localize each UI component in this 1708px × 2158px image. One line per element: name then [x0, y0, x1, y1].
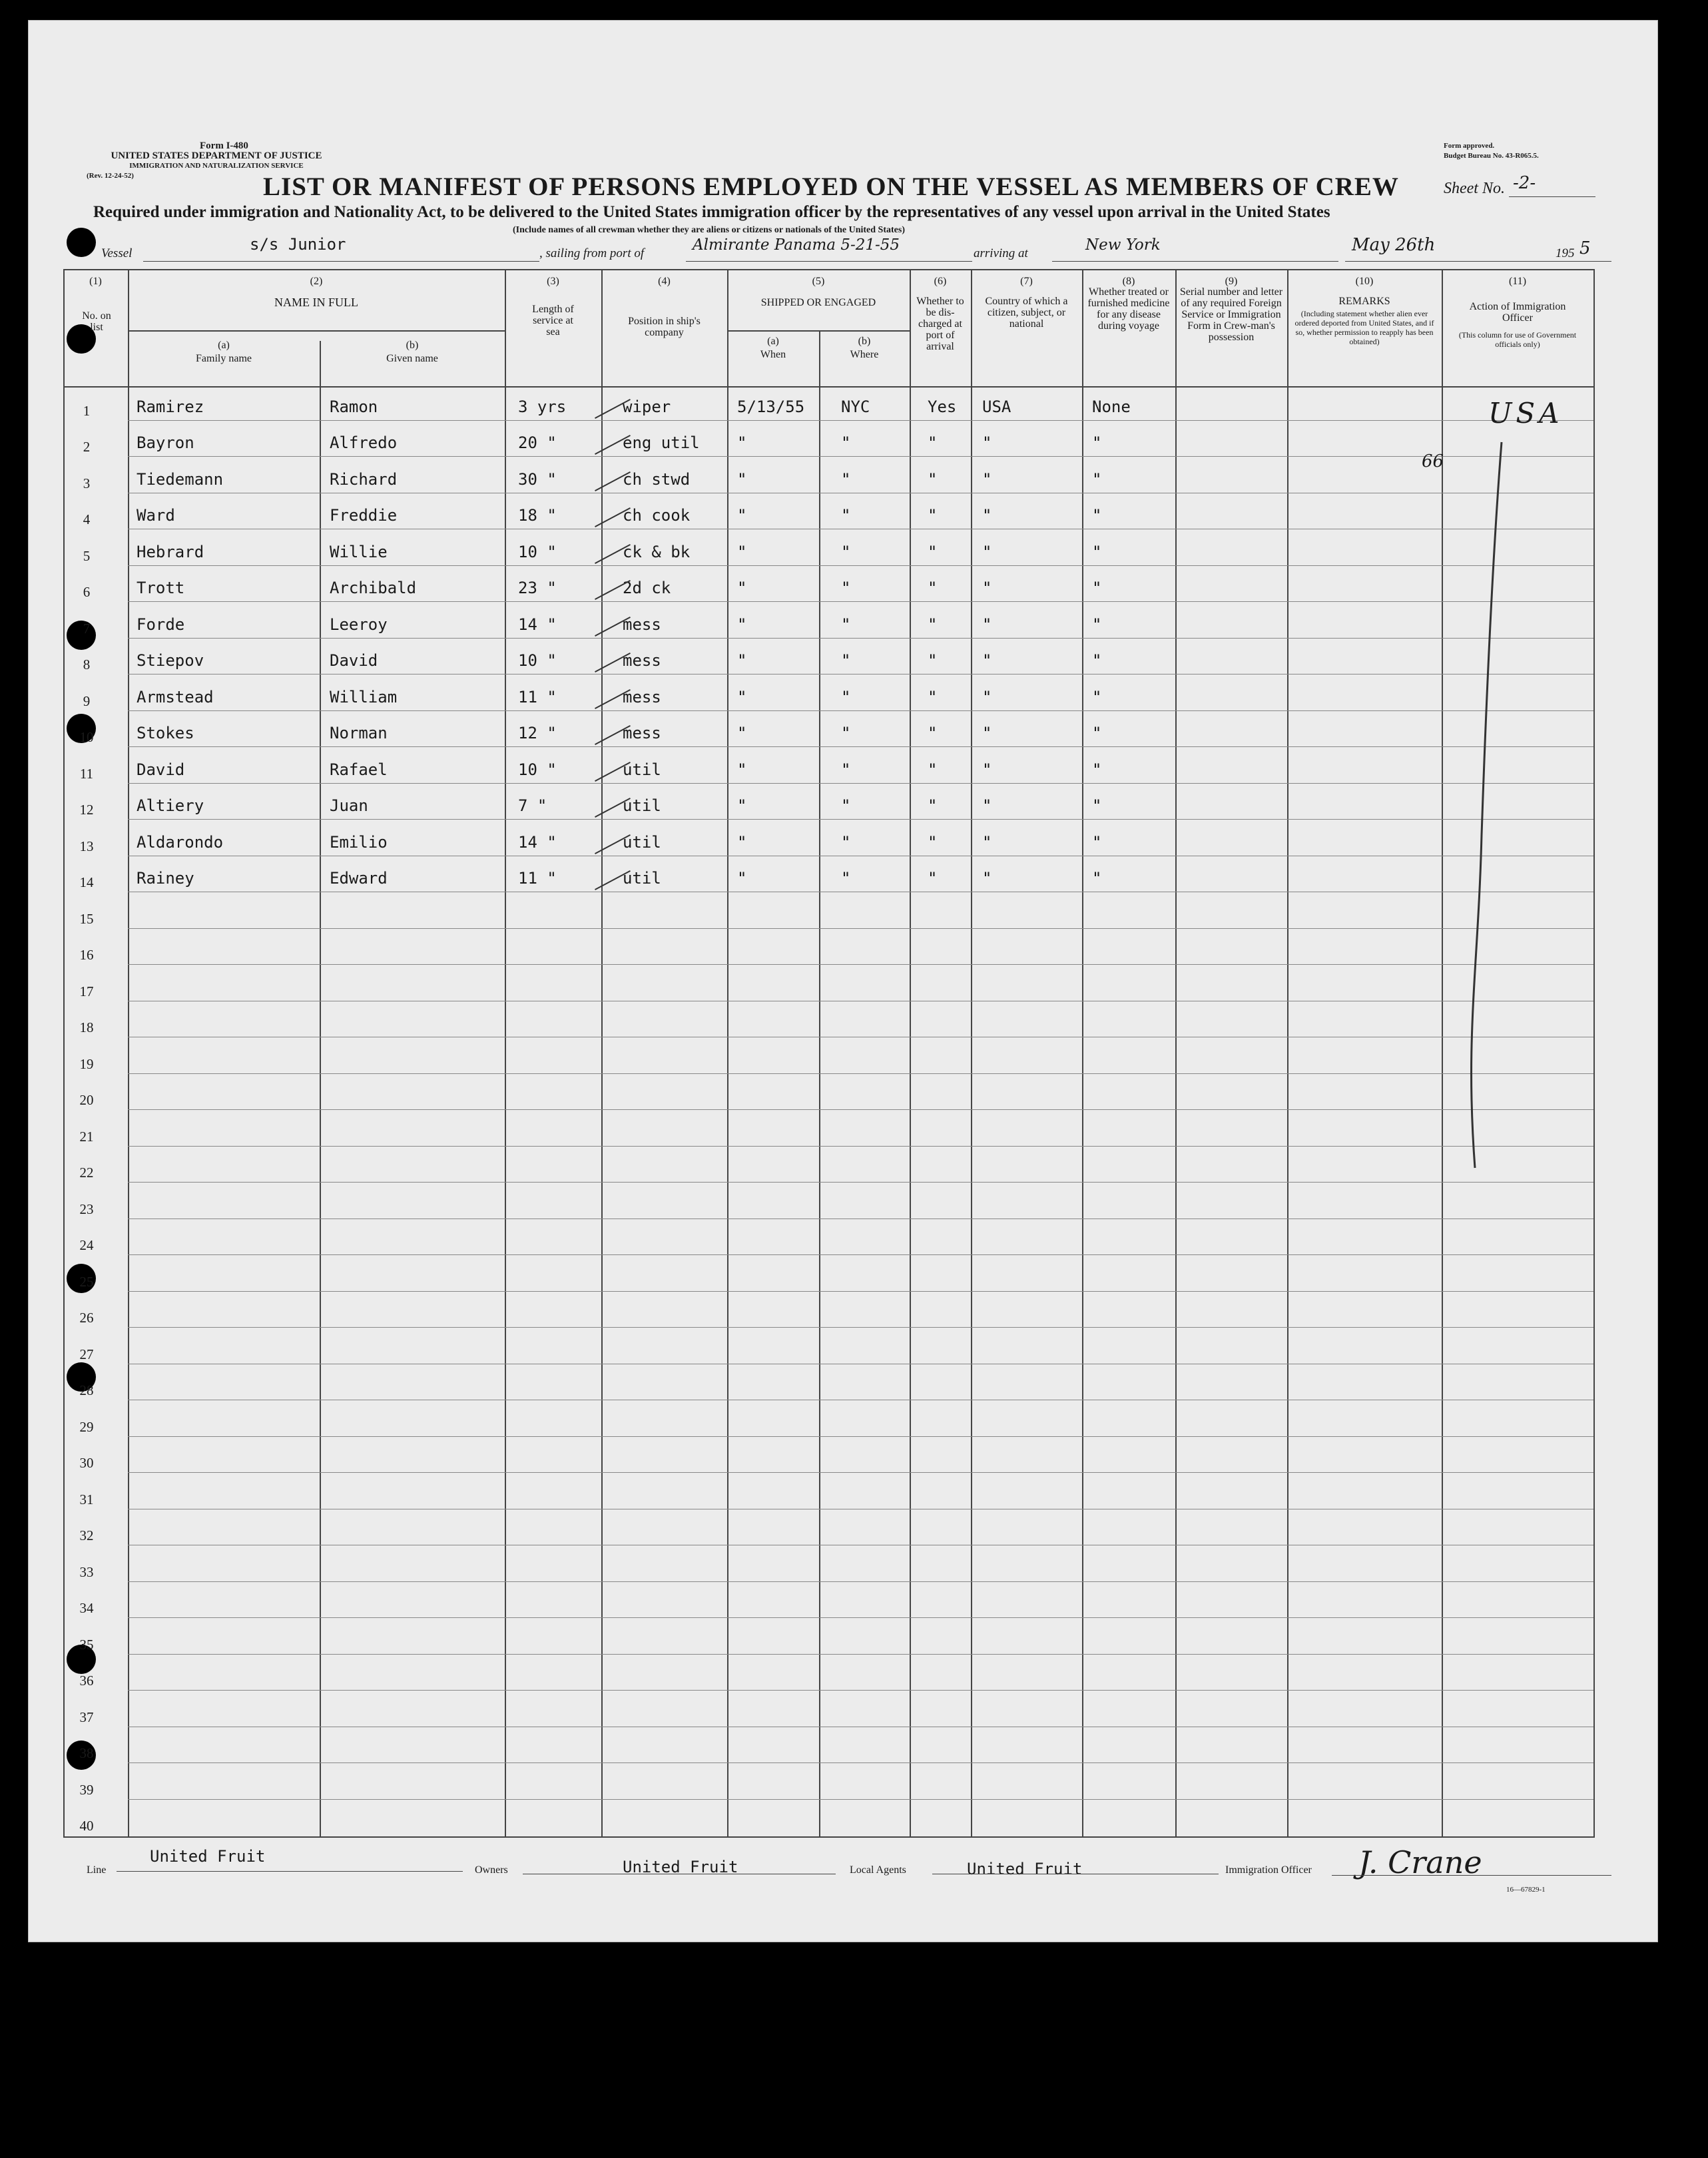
cell-given: Rafael	[330, 760, 388, 779]
cell-country: "	[982, 869, 992, 888]
cell-family: Aldarondo	[137, 832, 224, 852]
col5a-heading: When	[760, 349, 786, 360]
row-number: 31	[79, 1491, 94, 1507]
row-number: 17	[79, 983, 94, 999]
cell-medicine: "	[1092, 651, 1102, 670]
row-number: 22	[79, 1165, 94, 1181]
cell-given: Edward	[330, 869, 388, 888]
cell-service: 14 "	[518, 832, 557, 852]
col7-number: (7)	[1020, 276, 1033, 287]
row-number: 3	[83, 475, 91, 491]
cell-medicine: "	[1092, 433, 1102, 452]
cell-service: 12 "	[518, 724, 557, 742]
row-number: 4	[83, 511, 91, 527]
officer-bracket-stroke	[1462, 435, 1522, 1175]
cell-medicine: "	[1092, 687, 1102, 706]
revision: (Rev. 12-24-52)	[87, 172, 134, 180]
header-subline	[727, 330, 910, 332]
col5b-number: (b)	[858, 336, 871, 347]
row-number: 7	[83, 620, 91, 637]
cell-family: Armstead	[137, 687, 214, 706]
cell-where: NYC	[841, 397, 870, 416]
cell-country: "	[982, 724, 992, 742]
col6-heading: Whether to be dis-charged at port of arrival	[916, 296, 964, 352]
cell-country: "	[982, 687, 992, 706]
arriving-line	[1052, 261, 1338, 262]
row-rule	[128, 1436, 1593, 1437]
col2b-number: (b)	[406, 340, 419, 351]
cell-when: "	[737, 796, 747, 815]
row-number: 35	[79, 1636, 94, 1653]
arriving-label: arriving at	[974, 246, 1028, 260]
cell-discharged: "	[928, 651, 938, 670]
cell-given: Leeroy	[330, 615, 388, 634]
cell-country: "	[982, 433, 992, 452]
cell-family: Ward	[137, 506, 175, 525]
approval-block	[1444, 141, 1539, 161]
col7-heading: Country of which a citizen, subject, or national	[985, 296, 1068, 330]
table-row	[63, 786, 1593, 822]
table-row	[63, 822, 1593, 858]
cell-family: Stiepov	[137, 651, 204, 670]
col10-note: (Including statement whether alien ever ordered deported from United States, and if so, whether permission to reapply has been obtained)	[1294, 309, 1434, 346]
col11-heading: Action of Immigration Officer	[1469, 301, 1566, 324]
cell-given: Archibald	[330, 579, 417, 597]
col4-heading: Position in ship's company	[628, 316, 701, 338]
row-number: 36	[79, 1673, 94, 1689]
table-top-border	[63, 269, 1593, 270]
officer-signature: J. Crane	[1358, 1844, 1482, 1880]
cell-when: "	[737, 760, 747, 779]
col1-number: (1)	[89, 276, 102, 287]
row-number: 33	[79, 1563, 94, 1580]
row-rule	[128, 1654, 1593, 1655]
cell-given: David	[330, 651, 378, 670]
row-number: 39	[79, 1781, 94, 1798]
officer-mark: USA	[1488, 397, 1564, 429]
vessel-label: Vessel	[101, 246, 133, 260]
cell-service: 10 "	[518, 542, 557, 561]
cell-medicine: "	[1092, 579, 1102, 597]
table-row	[63, 749, 1593, 786]
cell-service: 14 "	[518, 615, 557, 634]
row-number: 8	[83, 657, 91, 673]
cell-country: "	[982, 579, 992, 597]
cell-country: "	[982, 832, 992, 852]
row-number: 29	[79, 1418, 94, 1435]
cell-service: 11 "	[518, 687, 557, 706]
row-number: 26	[79, 1310, 94, 1326]
row-rule	[128, 1182, 1593, 1183]
cell-discharged: "	[928, 796, 938, 815]
cell-medicine: "	[1092, 760, 1102, 779]
sheet-number: -2-	[1513, 173, 1536, 193]
row-number: 1	[83, 402, 91, 419]
row-rule	[128, 1218, 1593, 1219]
cell-medicine: "	[1092, 615, 1102, 634]
cell-discharged: "	[928, 832, 938, 852]
sailing-line	[686, 261, 972, 262]
row-rule	[128, 783, 1593, 784]
cell-when: "	[737, 687, 747, 706]
crew-rows	[63, 386, 1593, 1838]
cell-family: Hebrard	[137, 542, 204, 561]
cell-given: William	[330, 687, 398, 706]
cell-where: "	[841, 433, 851, 452]
cell-family: Ramirez	[137, 397, 204, 416]
row-rule	[128, 964, 1593, 965]
cell-service: 11 "	[518, 869, 557, 888]
row-number: 24	[79, 1237, 94, 1253]
cell-position: mess	[623, 615, 661, 634]
cell-when: "	[737, 869, 747, 888]
cell-medicine: "	[1092, 506, 1102, 525]
line-rule	[117, 1871, 463, 1872]
line-label: Line	[87, 1864, 107, 1876]
cell-position: util	[623, 869, 661, 888]
cell-position: ch cook	[623, 506, 691, 525]
row-number: 27	[79, 1346, 94, 1362]
date-line	[1345, 261, 1611, 262]
remark-number: 66	[1422, 451, 1444, 471]
arrival-date: May 26th	[1352, 235, 1436, 255]
col10-number: (10)	[1355, 276, 1374, 287]
cell-when: "	[737, 433, 747, 452]
row-rule	[128, 565, 1593, 566]
cell-family: David	[137, 760, 185, 779]
cell-given: Juan	[330, 796, 368, 815]
officer-rule	[1332, 1875, 1611, 1876]
col2b-heading: Given name	[386, 353, 438, 364]
cell-given: Freddie	[330, 506, 398, 525]
cell-given: Emilio	[330, 832, 388, 852]
cell-where: "	[841, 469, 851, 489]
cell-service: 18 "	[518, 506, 557, 525]
vessel-line	[143, 261, 539, 262]
table-row	[63, 713, 1593, 750]
row-number: 21	[79, 1128, 94, 1145]
cell-where: "	[841, 579, 851, 597]
cell-position: mess	[623, 687, 661, 706]
col8-number: (8)	[1122, 276, 1135, 287]
cell-medicine: "	[1092, 869, 1102, 888]
col5a-number: (a)	[767, 336, 779, 347]
year-suffix: 5	[1579, 238, 1591, 258]
cell-medicine: "	[1092, 796, 1102, 815]
cell-service: 30 "	[518, 469, 557, 489]
line-value: United Fruit	[150, 1847, 266, 1866]
row-rule	[128, 1617, 1593, 1618]
cell-where: "	[841, 869, 851, 888]
owners-value: United Fruit	[623, 1858, 738, 1876]
row-number: 15	[79, 910, 94, 927]
row-number: 5	[83, 547, 91, 564]
row-rule	[128, 420, 1593, 421]
cell-family: Rainey	[137, 869, 194, 888]
cell-when: "	[737, 579, 747, 597]
cell-position: ch stwd	[623, 469, 691, 489]
cell-position: wiper	[623, 397, 671, 416]
cell-when: 5/13/55	[737, 397, 805, 416]
col2a-number: (a)	[218, 340, 230, 351]
row-number: 13	[79, 838, 94, 854]
row-rule	[128, 928, 1593, 929]
row-number: 14	[79, 874, 94, 890]
sheet-label: Sheet No.	[1444, 180, 1505, 197]
row-rule	[128, 638, 1593, 639]
cell-medicine: "	[1092, 542, 1102, 561]
cell-position: util	[623, 760, 661, 779]
header-subline	[128, 330, 505, 332]
row-rule	[128, 1146, 1593, 1147]
row-number: 23	[79, 1201, 94, 1217]
row-number: 20	[79, 1092, 94, 1108]
row-number: 30	[79, 1455, 94, 1471]
col5b-heading: Where	[850, 349, 879, 360]
col9-number: (9)	[1225, 276, 1238, 287]
budget-bureau: Budget Bureau No. 43-R065.5.	[1444, 152, 1539, 160]
col6-number: (6)	[934, 276, 947, 287]
cell-discharged: "	[928, 615, 938, 634]
cell-medicine: "	[1092, 724, 1102, 742]
row-rule	[128, 456, 1593, 457]
cell-country: "	[982, 796, 992, 815]
cell-position: ck & bk	[623, 542, 691, 561]
col-divider	[1593, 269, 1595, 1838]
row-rule	[128, 1291, 1593, 1292]
col2-number: (2)	[310, 276, 323, 287]
form-number: Form I-480	[200, 140, 248, 151]
table-row	[63, 858, 1593, 895]
cell-discharged: "	[928, 869, 938, 888]
col8-heading: Whether treated or furnished medicine for any disease during voyage	[1087, 286, 1170, 332]
col5-number: (5)	[812, 276, 825, 287]
cell-service: 3 yrs	[518, 397, 567, 416]
cell-country: "	[982, 651, 992, 670]
row-number: 18	[79, 1019, 94, 1035]
officer-label: Immigration Officer	[1225, 1864, 1312, 1876]
cell-when: "	[737, 832, 747, 852]
footer-code: 16—67829-1	[1506, 1886, 1546, 1894]
cell-when: "	[737, 651, 747, 670]
col11-number: (11)	[1508, 276, 1527, 287]
cell-where: "	[841, 542, 851, 561]
binder-hole	[67, 228, 96, 257]
cell-when: "	[737, 542, 747, 561]
cell-when: "	[737, 469, 747, 489]
cell-when: "	[737, 615, 747, 634]
row-number: 9	[83, 692, 91, 709]
cell-discharged: Yes	[928, 397, 957, 416]
page-title: LIST OR MANIFEST OF PERSONS EMPLOYED ON THE VESSEL AS MEMBERS OF CREW	[263, 172, 1399, 201]
sheet-number-line	[1509, 196, 1595, 197]
row-rule	[128, 1762, 1593, 1763]
cell-discharged: "	[928, 687, 938, 706]
agents-value: United Fruit	[967, 1860, 1083, 1878]
cell-service: 10 "	[518, 651, 557, 670]
cell-country: "	[982, 542, 992, 561]
cell-given: Willie	[330, 542, 388, 561]
cell-when: "	[737, 506, 747, 525]
table-row	[63, 459, 1593, 495]
cell-position: eng util	[623, 433, 700, 452]
col3-number: (3)	[547, 276, 559, 287]
col5-heading: SHIPPED OR ENGAGED	[760, 297, 876, 308]
year-prefix: 195	[1556, 246, 1575, 260]
form-approved: Form approved.	[1444, 142, 1495, 150]
col9-heading: Serial number and letter of any required Foreign Service or Immigration Form in Crew-man's possession	[1179, 286, 1283, 343]
cell-family: Tiedemann	[137, 469, 224, 489]
cell-position: 2d ck	[623, 579, 671, 597]
cell-service: 20 "	[518, 433, 557, 452]
sailing-label: , sailing from port of	[539, 246, 645, 260]
department: UNITED STATES DEPARTMENT OF JUSTICE	[111, 150, 322, 161]
cell-family: Altiery	[137, 796, 204, 815]
table-row	[63, 531, 1593, 568]
cell-discharged: "	[928, 542, 938, 561]
row-number: 16	[79, 947, 94, 963]
cell-discharged: "	[928, 433, 938, 452]
cell-family: Bayron	[137, 433, 194, 452]
col10-heading: REMARKS	[1338, 296, 1390, 307]
cell-discharged: "	[928, 506, 938, 525]
subtitle: Required under immigration and Nationality Act, to be delivered to the United States immigration officer by the representatives of any vessel upon arrival in the United States	[93, 203, 1330, 221]
col3-heading: Length of service at sea	[532, 304, 574, 338]
row-number: 19	[79, 1055, 94, 1072]
cell-medicine: "	[1092, 832, 1102, 852]
cell-position: util	[623, 832, 661, 852]
arriving-at: New York	[1085, 236, 1161, 254]
cell-discharged: "	[928, 579, 938, 597]
cell-where: "	[841, 796, 851, 815]
cell-where: "	[841, 615, 851, 634]
cell-service: 10 "	[518, 760, 557, 779]
cell-country: USA	[982, 397, 1011, 416]
cell-given: Richard	[330, 469, 398, 489]
row-number: 34	[79, 1600, 94, 1616]
cell-family: Trott	[137, 579, 185, 597]
row-number: 32	[79, 1527, 94, 1543]
table-row	[63, 423, 1593, 459]
row-number: 38	[79, 1745, 94, 1761]
cell-country: "	[982, 469, 992, 489]
row-number: 2	[83, 439, 91, 455]
cell-discharged: "	[928, 469, 938, 489]
row-rule	[128, 1690, 1593, 1691]
cell-service: 23 "	[518, 579, 557, 597]
table-row	[63, 676, 1593, 713]
cell-where: "	[841, 651, 851, 670]
cell-discharged: "	[928, 724, 938, 742]
col2-heading: NAME IN FULL	[274, 296, 358, 309]
row-number: 37	[79, 1709, 94, 1725]
vessel-name: s/s Junior	[250, 235, 346, 254]
table-row	[63, 386, 1593, 423]
service: IMMIGRATION AND NATURALIZATION SERVICE	[129, 162, 304, 170]
col11-note: (This column for use of Government officials only)	[1458, 330, 1577, 349]
row-rule	[128, 1472, 1593, 1473]
cell-position: mess	[623, 724, 661, 742]
cell-given: Alfredo	[330, 433, 398, 452]
table-row	[63, 604, 1593, 641]
col2a-heading: Family name	[196, 353, 252, 364]
cell-country: "	[982, 506, 992, 525]
table-row	[63, 495, 1593, 532]
cell-country: "	[982, 760, 992, 779]
owners-label: Owners	[475, 1864, 508, 1876]
table-row	[63, 568, 1593, 605]
cell-where: "	[841, 687, 851, 706]
row-rule	[128, 710, 1593, 711]
cell-when: "	[737, 724, 747, 742]
row-number: 12	[79, 802, 94, 818]
row-rule	[128, 1073, 1593, 1074]
row-rule	[128, 746, 1593, 747]
table-row	[63, 641, 1593, 677]
row-number: 28	[79, 1382, 94, 1398]
include-note: (Include names of all crewman whether they are aliens or citizens or nationals of the United States)	[513, 225, 905, 235]
cell-where: "	[841, 760, 851, 779]
cell-service: 7 "	[518, 796, 547, 815]
row-rule	[128, 601, 1593, 602]
row-rule	[128, 1581, 1593, 1582]
cell-position: util	[623, 796, 661, 815]
cell-medicine: None	[1092, 397, 1131, 416]
row-number: 25	[79, 1273, 94, 1290]
crew-table	[63, 269, 1593, 1838]
cell-given: Ramon	[330, 397, 378, 416]
row-number: 10	[79, 729, 94, 745]
cell-medicine: "	[1092, 469, 1102, 489]
row-rule	[128, 1254, 1593, 1255]
agents-label: Local Agents	[850, 1864, 906, 1876]
cell-where: "	[841, 506, 851, 525]
row-rule	[128, 1109, 1593, 1110]
cell-where: "	[841, 832, 851, 852]
cell-family: Stokes	[137, 724, 194, 742]
row-number: 40	[79, 1818, 94, 1834]
cell-position: mess	[623, 651, 661, 670]
row-number: 6	[83, 584, 91, 600]
cell-family: Forde	[137, 615, 185, 634]
col1-heading: No. on list	[82, 310, 111, 333]
row-rule	[128, 819, 1593, 820]
col4-number: (4)	[658, 276, 671, 287]
row-rule	[128, 1327, 1593, 1328]
cell-discharged: "	[928, 760, 938, 779]
cell-where: "	[841, 724, 851, 742]
cell-country: "	[982, 615, 992, 634]
sailing-from: Almirante Panama 5-21-55	[693, 236, 900, 254]
cell-given: Norman	[330, 724, 388, 742]
row-rule	[128, 1799, 1593, 1800]
row-number: 11	[79, 765, 94, 782]
